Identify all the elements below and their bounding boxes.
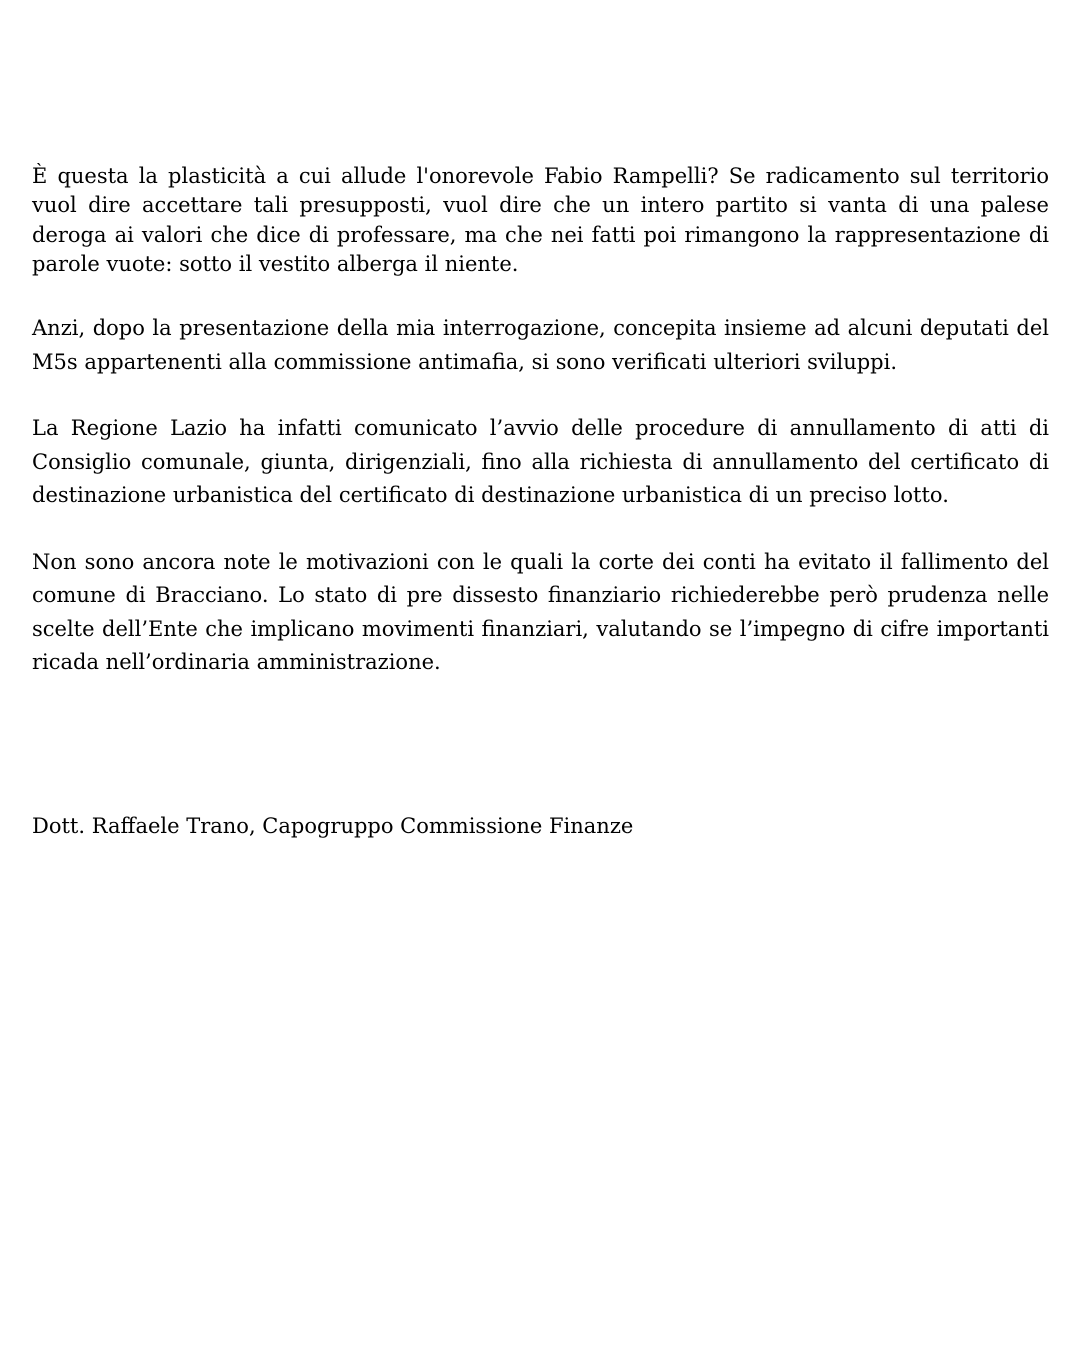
paragraph-interrogazione: Anzi, dopo la presentazione della mia interrogazione, concepita insieme ad alcuni deputati del M5s appartenenti alla commissione antimafia, si sono verificati ulteriori sviluppi. <box>32 316 1049 374</box>
signature-line: Dott. Raffaele Trano, Capogruppo Commissione Finanze <box>32 814 634 838</box>
paragraph-rampelli: È questa la plasticità a cui allude l'onorevole Fabio Rampelli? Se radicamento sul territorio vuol dire accettare tali presupposti, vuol dire che un intero partito si vanta di una palese deroga ai valori che dice di professare, ma che nei fatti poi rimangono la rappresentazione di parole vuote: sotto il vestito alberga il niente. <box>32 164 1049 276</box>
paragraph-regione-lazio: La Regione Lazio ha infatti comunicato l’avvio delle procedure di annullamento di atti di Consiglio comunale, giunta, dirigenziali, fino alla richiesta di annullamento del certificato di destinazione urbanistica del certificato di destinazione urbanistica di un preciso lotto. <box>32 416 1049 508</box>
paragraph-bracciano: Non sono ancora note le motivazioni con le quali la corte dei conti ha evitato il fallimento del comune di Bracciano. Lo stato di pre dissesto finanziario richiederebbe però prudenza nelle scelte dell’Ente che implicano movimenti finanziari, valutando se l’impegno di cifre importanti ricada nell’ordinaria amministrazione. <box>32 549 1049 675</box>
document-body <box>32 162 1049 680</box>
